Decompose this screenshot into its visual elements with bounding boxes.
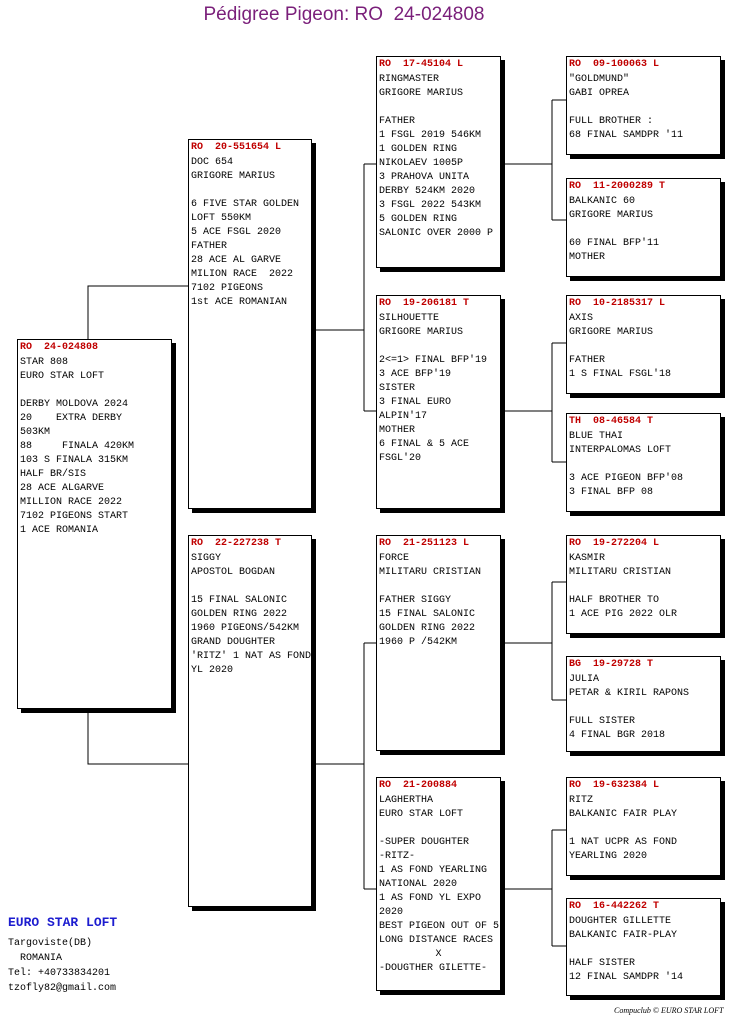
pedigree-line: 7102 PIGEONS START: [20, 511, 129, 522]
footer-credit: Compuclub © EURO STAR LOFT: [614, 1006, 724, 1015]
loft-city: Targoviste(DB): [8, 938, 93, 949]
pedigree-line: 503KM: [20, 427, 51, 438]
pedigree-line: STAR 808: [20, 357, 69, 368]
ring-number: RO 19-206181 T: [379, 298, 470, 309]
pedigree-line: DOUGHTER GILLETTE: [569, 916, 672, 927]
connector-gp1: [501, 100, 567, 220]
loft-country: ROMANIA: [8, 953, 63, 964]
pedigree-line: 6 FIVE STAR GOLDEN: [191, 199, 300, 210]
pedigree-line: 'RITZ' 1 NAT AS FOND: [191, 651, 312, 662]
loft-info: [8, 915, 117, 996]
pedigree-line: [379, 822, 498, 836]
pedigree-line: 60 FINAL BFP'11: [569, 238, 660, 249]
pedigree-line: LOFT 550KM: [191, 213, 252, 224]
pedigree-line: INTERPALOMAS LOFT: [569, 445, 672, 456]
pedigree-line: NIKOLAEV 1005P: [379, 158, 464, 169]
pedigree-line: JULIA: [569, 674, 600, 685]
pedigree-line: GRIGORE MARIUS: [569, 327, 654, 338]
pedigree-line: ALPIN'17: [379, 411, 428, 422]
pedigree-line: 1 FSGL 2019 546KM: [379, 130, 482, 141]
sire-dam-card: [376, 295, 501, 509]
pedigree-line: EURO STAR LOFT: [20, 371, 105, 382]
pedigree-line: RINGMASTER: [379, 74, 440, 85]
ring-number: RO 20-551654 L: [191, 142, 282, 153]
ggp-card-2: [566, 178, 721, 277]
pedigree-line: [569, 943, 718, 957]
pedigree-line: 1 S FINAL FSGL'18: [569, 369, 672, 380]
pedigree-line: -RITZ-: [379, 851, 416, 862]
pedigree-line: GRIGORE MARIUS: [569, 210, 654, 221]
pedigree-line: 1 AS FOND YEARLING: [379, 865, 488, 876]
pedigree-line: DERBY 524KM 2020: [379, 186, 476, 197]
pedigree-line: FULL SISTER: [569, 716, 636, 727]
pedigree-line: 88 FINALA 420KM: [20, 441, 135, 452]
pedigree-line: [191, 184, 309, 198]
pedigree-line: 5 GOLDEN RING: [379, 214, 458, 225]
pedigree-line: YL 2020: [191, 665, 234, 676]
connector-subject-sire: [88, 286, 189, 339]
pedigree-line: [569, 101, 718, 115]
pedigree-line: [379, 580, 498, 594]
pedigree-line: 68 FINAL SAMDPR '11: [569, 130, 684, 141]
ring-number: RO 11-2000289 T: [569, 181, 666, 192]
pedigree-line: 15 FINAL SALONIC: [191, 595, 288, 606]
pedigree-line: 2<=1> FINAL BFP'19: [379, 355, 488, 366]
connector-gp4: [501, 830, 567, 946]
pedigree-line: FORCE: [379, 553, 410, 564]
connector-gp3: [501, 582, 567, 700]
pedigree-line: -DOUGTHER GILETTE-: [379, 963, 488, 974]
pedigree-line: 15 FINAL SALONIC: [379, 609, 476, 620]
pedigree-line: MILITARU CRISTIAN: [379, 567, 482, 578]
pedigree-line: X: [435, 949, 442, 960]
pedigree-line: YEARLING 2020: [569, 851, 648, 862]
loft-name: EURO STAR LOFT: [8, 915, 118, 930]
pedigree-line: KASMIR: [569, 553, 606, 564]
pedigree-line: 3 ACE BFP'19: [379, 369, 452, 380]
sire-card: [188, 139, 312, 509]
pedigree-line: PETAR & KIRIL RAPONS: [569, 688, 690, 699]
pedigree-line: 28 ACE AL GARVE: [191, 255, 282, 266]
pedigree-line: FULL BROTHER :: [569, 116, 654, 127]
ring-number: RO 09-100063 L: [569, 59, 660, 70]
pedigree-line: DERBY MOLDOVA 2024: [20, 399, 129, 410]
pedigree-line: [191, 580, 309, 594]
connector-gp2: [501, 343, 567, 462]
page-title: Pédigree Pigeon: RO 24-024808: [203, 4, 485, 25]
pedigree-line: GRIGORE MARIUS: [191, 171, 276, 182]
pedigree-line: FATHER: [379, 116, 416, 127]
ggp-card-1: [566, 56, 721, 155]
pedigree-line: FATHER: [191, 241, 228, 252]
subject-card: [17, 339, 172, 709]
pedigree-line: 20 EXTRA DERBY: [20, 413, 123, 424]
pedigree-line: 2020: [379, 907, 404, 918]
ring-number: TH 08-46584 T: [569, 416, 654, 427]
pedigree-line: EURO STAR LOFT: [379, 809, 464, 820]
pedigree-line: MILITARU CRISTIAN: [569, 567, 672, 578]
ring-number: RO 22-227238 T: [191, 538, 282, 549]
pedigree-line: SISTER: [379, 383, 416, 394]
pedigree-line: SILHOUETTE: [379, 313, 440, 324]
dam-sire-card: [376, 535, 501, 751]
pedigree-line: 3 FINAL BFP 08: [569, 487, 654, 498]
ring-number: RO 24-024808: [20, 342, 99, 353]
pedigree-line: 28 ACE ALGARVE: [20, 483, 105, 494]
ring-number: RO 21-200884: [379, 780, 458, 791]
pedigree-line: SIGGY: [191, 553, 222, 564]
pedigree-line: 4 FINAL BGR 2018: [569, 730, 666, 741]
ggp-card-7: [566, 777, 721, 876]
pedigree-line: [569, 458, 718, 472]
loft-email[interactable]: tzofly82@gmail.com: [8, 983, 117, 994]
pedigree-line: 7102 PIGEONS: [191, 283, 264, 294]
pedigree-line: HALF BROTHER TO: [569, 595, 660, 606]
ggp-card-6: [566, 656, 721, 752]
pedigree-line: GRIGORE MARIUS: [379, 327, 464, 338]
pedigree-line: MOTHER: [379, 425, 416, 436]
pedigree-line: [569, 580, 718, 594]
loft-phone: Tel: +40733834201: [8, 968, 111, 979]
ggp-card-8: [566, 898, 721, 996]
pedigree-line: LAGHERTHA: [379, 795, 434, 806]
pedigree-line: GRIGORE MARIUS: [379, 88, 464, 99]
pedigree-line: BALKANIC FAIR PLAY: [569, 809, 678, 820]
pedigree-line: 3 PRAHOVA UNITA: [379, 172, 470, 183]
ggp-card-3: [566, 295, 721, 394]
pedigree-line: 5 ACE FSGL 2020: [191, 227, 282, 238]
pedigree-line: 1st ACE ROMANIAN: [191, 297, 288, 308]
dam-card: [188, 535, 312, 907]
pedigree-line: 1 ACE PIG 2022 OLR: [569, 609, 678, 620]
pedigree-line: 1 NAT UCPR AS FOND: [569, 837, 678, 848]
ggp-card-5: [566, 535, 721, 634]
pedigree-line: 1 GOLDEN RING: [379, 144, 458, 155]
pedigree-line: MILION RACE 2022: [191, 269, 294, 280]
ring-number: RO 19-632384 L: [569, 780, 660, 791]
pedigree-line: BALKANIC 60: [569, 196, 636, 207]
pedigree-line: 3 FINAL EURO: [379, 397, 452, 408]
pedigree-line: GOLDEN RING 2022: [379, 623, 476, 634]
pedigree-line: LONG DISTANCE RACES: [379, 935, 494, 946]
pedigree-line: BLUE THAI: [569, 431, 624, 442]
pedigree-line: [569, 223, 718, 237]
pedigree-line: AXIS: [569, 313, 594, 324]
sire-sire-card: [376, 56, 501, 268]
ggp-card-4: [566, 413, 721, 512]
pedigree-line: 6 FINAL & 5 ACE: [379, 439, 470, 450]
pedigree-line: RITZ: [569, 795, 594, 806]
pedigree-line: APOSTOL BOGDAN: [191, 567, 276, 578]
pedigree-line: 3 ACE PIGEON BFP'08: [569, 473, 684, 484]
pedigree-line: -SUPER DOUGHTER: [379, 837, 470, 848]
pedigree-line: SALONIC OVER 2000 P: [379, 228, 494, 239]
pedigree-line: FATHER SIGGY: [379, 595, 452, 606]
pedigree-line: MILLION RACE 2022: [20, 497, 123, 508]
pedigree-line: [569, 701, 718, 715]
pedigree-line: NATIONAL 2020: [379, 879, 458, 890]
pedigree-line: [569, 822, 718, 836]
pedigree-line: [569, 340, 718, 354]
pedigree-line: 103 S FINALA 315KM: [20, 455, 129, 466]
pedigree-line: 1960 P /542KM: [379, 637, 458, 648]
pedigree-line: HALF BR/SIS: [20, 469, 87, 480]
pedigree-line: [379, 340, 498, 354]
pedigree-line: 1960 PIGEONS/542KM: [191, 623, 300, 634]
ring-number: RO 16-442262 T: [569, 901, 660, 912]
pedigree-line: MOTHER: [569, 252, 606, 263]
dam-dam-card: [376, 777, 501, 991]
pedigree-line: FSGL'20: [379, 453, 422, 464]
connector-subject-dam: [88, 709, 189, 764]
pedigree-line: HALF SISTER: [569, 958, 636, 969]
pedigree-line: GRAND DOUGHTER: [191, 637, 276, 648]
ring-number: RO 21-251123 L: [379, 538, 470, 549]
pedigree-line: BALKANIC FAIR-PLAY: [569, 930, 678, 941]
pedigree-line: FATHER: [569, 355, 606, 366]
pedigree-line: DOC 654: [191, 157, 234, 168]
pedigree-line: 3 FSGL 2022 543KM: [379, 200, 482, 211]
pedigree-line: 12 FINAL SAMDPR '14: [569, 972, 684, 983]
ring-number: RO 17-45104 L: [379, 59, 464, 70]
ring-number: RO 19-272204 L: [569, 538, 660, 549]
pedigree-line: GOLDEN RING 2022: [191, 609, 288, 620]
pedigree-line: BEST PIGEON OUT OF 5: [379, 921, 500, 932]
pedigree-line: 1 ACE ROMANIA: [20, 525, 99, 536]
pedigree-line: GABI OPREA: [569, 88, 630, 99]
pedigree-line: "GOLDMUND": [569, 74, 630, 85]
ring-number: BG 19-29728 T: [569, 659, 654, 670]
pedigree-line: [379, 101, 498, 115]
ring-number: RO 10-2185317 L: [569, 298, 666, 309]
pedigree-line: 1 AS FOND YL EXPO: [379, 893, 482, 904]
pedigree-line: [20, 384, 169, 398]
